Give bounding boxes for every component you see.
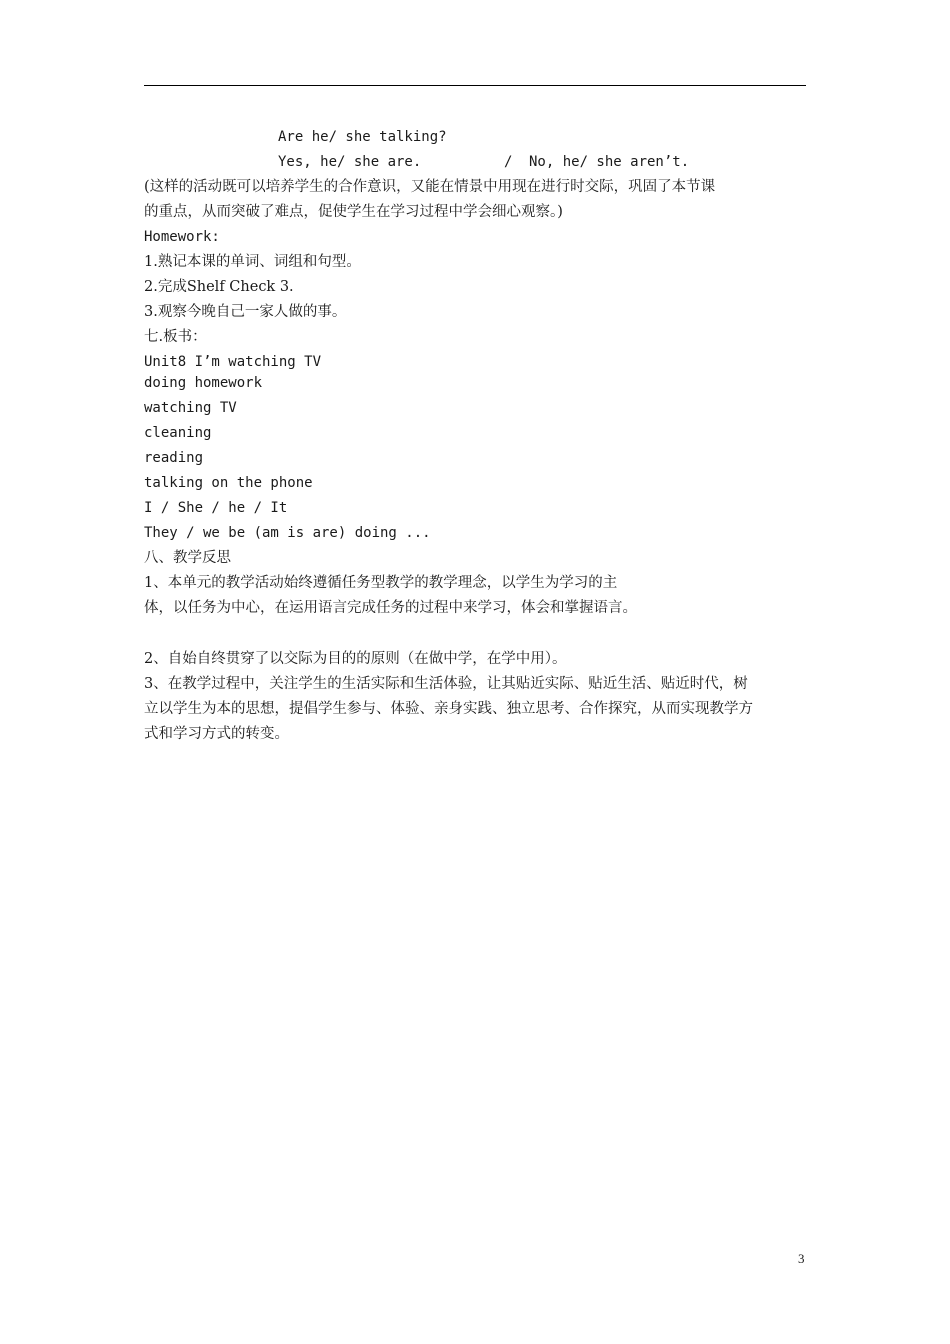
- section-7-heading: 七.板书：: [144, 329, 207, 345]
- page-number: 3: [798, 1251, 805, 1266]
- dialogue-separator: /: [504, 154, 513, 170]
- board-pronouns: I / She / he / It: [144, 500, 288, 516]
- homework-label: Homework:: [144, 229, 220, 245]
- reflection-item-1-line-1: 1、本单元的教学活动始终遵循任务型教学的教学理念，以学生为学习的主: [144, 575, 618, 591]
- note-line-1: (这样的活动既可以培养学生的合作意识，又能在情景中用现在进行时交际，巩固了本节课: [144, 179, 716, 195]
- reflection-item-3-line-2: 立以学生为本的思想，提倡学生参与、体验、亲身实践、独立思考、合作探究，从而实现教学方: [144, 701, 753, 717]
- section-8-heading: 八、教学反思: [144, 550, 231, 566]
- reflection-item-2: 2、自始自终贯穿了以交际为目的的原则（在做中学，在学中用）。: [144, 651, 567, 667]
- board-phrase: reading: [144, 450, 204, 466]
- board-phrase: watching TV: [144, 400, 237, 416]
- header-rule: [144, 85, 806, 86]
- dialogue-answer-no: No, he/ she aren’t.: [529, 154, 690, 170]
- homework-item-3: 3.观察今晚自己一家人做的事。: [144, 304, 347, 320]
- board-pattern: They / we be (am is are) doing ...: [144, 525, 431, 541]
- board-phrase: cleaning: [144, 425, 212, 441]
- board-phrase: doing homework: [144, 375, 263, 391]
- board-phrase: talking on the phone: [144, 475, 313, 491]
- homework-item-2: 2.完成Shelf Check 3.: [144, 279, 294, 295]
- reflection-item-3-line-1: 3、在教学过程中，关注学生的生活实际和生活体验，让其贴近实际、贴近生活、贴近时代，树: [144, 676, 748, 692]
- homework-item-1: 1.熟记本课的单词、词组和句型。: [144, 254, 361, 270]
- dialogue-question: Are he/ she talking?: [278, 129, 447, 145]
- reflection-item-1-line-2: 体，以任务为中心，在运用语言完成任务的过程中来学习，体会和掌握语言。: [144, 600, 637, 616]
- note-line-2: 的重点，从而突破了难点，促使学生在学习过程中学会细心观察。): [144, 204, 563, 220]
- reflection-item-3-line-3: 式和学习方式的转变。: [144, 726, 289, 742]
- dialogue-answer-yes: Yes, he/ she are.: [278, 154, 422, 170]
- board-title: Unit8 I’m watching TV: [144, 354, 322, 370]
